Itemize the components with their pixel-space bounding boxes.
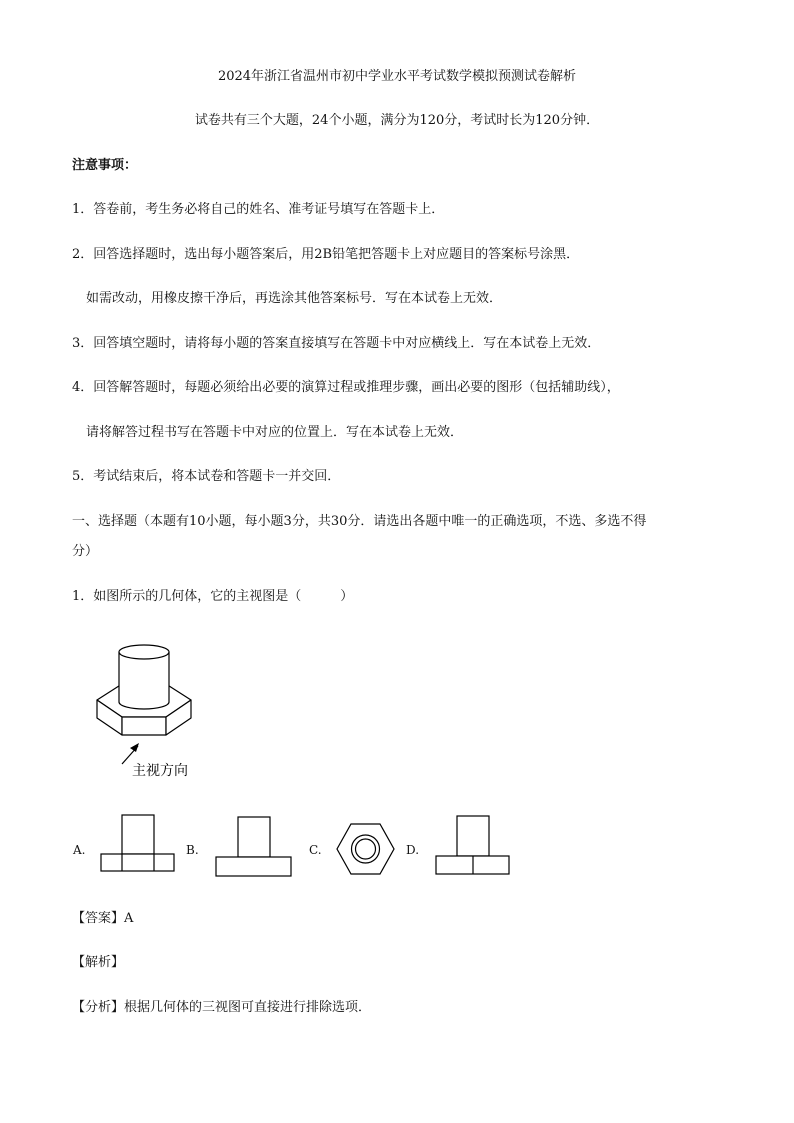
page-subtitle: 试卷共有三个大题，24个小题，满分为120分，考试时长为120分钟． xyxy=(194,113,600,128)
page-title: 2024年浙江省温州市初中学业水平考试数学模拟预测试卷解析 xyxy=(217,69,577,84)
option-c-label: C. xyxy=(309,843,322,857)
section-heading-continued: 分） xyxy=(72,544,99,559)
notice-item-5: 5．考试结束后，将本试卷和答题卡一并交回． xyxy=(72,469,341,484)
question-1: 1．如图所示的几何体，它的主视图是（ ） xyxy=(72,589,354,604)
answer-line: 【答案】A xyxy=(72,911,134,926)
option-d-figure xyxy=(435,815,511,877)
notice-item-2: 2．回答选择题时，选出每小题答案后，用2B铅笔把答题卡上对应题目的答案标号涂黑． xyxy=(72,247,580,262)
option-a-label: A. xyxy=(73,843,86,857)
option-a-figure xyxy=(100,814,176,874)
notice-item-4: 4．回答解答题时，每题必须给出必要的演算过程或推理步骤，画出必要的图形（包括辅助线）， xyxy=(72,380,620,395)
figure-label: 主视方向 xyxy=(132,763,188,779)
option-d-label: D. xyxy=(406,843,420,857)
option-b-figure xyxy=(215,816,293,878)
section-heading: 一、选择题（本题有10小题，每小题3分，共30分．请选出各题中唯一的正确选项，不选、多选不得 xyxy=(72,514,647,529)
notice-item-1: 1．答卷前，考生务必将自己的姓名、准考证号填写在答题卡上． xyxy=(72,202,445,217)
analysis-heading: 【解析】 xyxy=(72,955,125,970)
option-b-label: B. xyxy=(186,843,199,857)
notice-heading: 注意事项： xyxy=(72,158,138,173)
option-c-figure xyxy=(336,822,396,876)
notice-item-4-continued: 请将解答过程书写在答题卡中对应的位置上．写在本试卷上无效． xyxy=(86,425,464,440)
analysis-text: 【分析】根据几何体的三视图可直接进行排除选项． xyxy=(72,1000,372,1015)
notice-item-2-continued: 如需改动，用橡皮擦干净后，再选涂其他答案标号．写在本试卷上无效． xyxy=(86,291,503,306)
notice-item-3: 3．回答填空题时，请将每小题的答案直接填写在答题卡中对应横线上．写在本试卷上无效． xyxy=(72,336,601,351)
geometry-figure xyxy=(90,638,200,783)
